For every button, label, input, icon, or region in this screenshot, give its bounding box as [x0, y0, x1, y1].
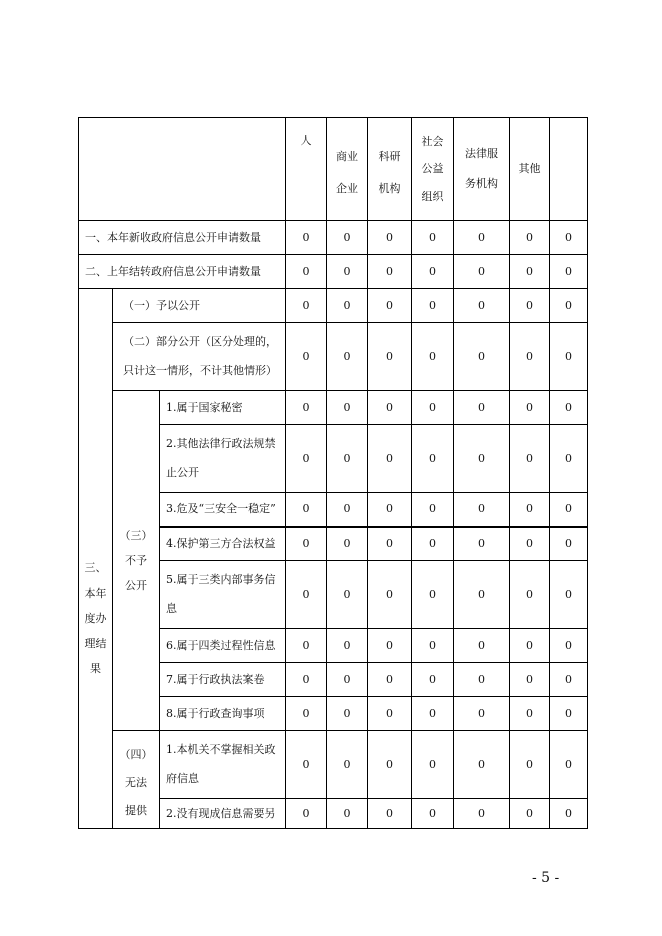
row-label: 2.没有现成信息需要另	[160, 799, 286, 829]
header-person: 人	[286, 118, 327, 221]
value-cell: 0	[368, 697, 412, 731]
value-cell: 0	[368, 323, 412, 391]
value-cell: 0	[368, 527, 412, 561]
row-partial	[79, 323, 588, 391]
value-cell: 0	[327, 561, 368, 629]
value-cell: 0	[286, 493, 327, 527]
header-legal: 法律服 务机构	[454, 118, 510, 221]
value-cell: 0	[510, 323, 550, 391]
value-cell: 0	[550, 255, 588, 289]
value-cell: 0	[327, 221, 368, 255]
value-cell: 0	[550, 697, 588, 731]
row-label: 5.属于三类内部事务信 息	[160, 561, 286, 629]
section3-label: 三、 本年 度办 理结 果	[79, 289, 113, 829]
value-cell: 0	[368, 425, 412, 493]
value-cell: 0	[454, 561, 510, 629]
header-commercial: 商业 企业	[327, 118, 368, 221]
value-cell: 0	[550, 425, 588, 493]
row-label: 1.属于国家秘密	[160, 391, 286, 425]
value-cell: 0	[412, 663, 454, 697]
value-cell: 0	[454, 221, 510, 255]
value-cell: 0	[327, 697, 368, 731]
value-cell: 0	[327, 663, 368, 697]
value-cell: 0	[454, 629, 510, 663]
value-cell: 0	[412, 561, 454, 629]
header-research: 科研 机构	[368, 118, 412, 221]
value-cell: 0	[368, 221, 412, 255]
header-social: 社会 公益 组织	[412, 118, 454, 221]
value-cell: 0	[550, 323, 588, 391]
value-cell: 0	[368, 561, 412, 629]
value-cell: 0	[454, 289, 510, 323]
value-cell: 0	[454, 323, 510, 391]
value-cell: 0	[454, 799, 510, 829]
value-cell: 0	[327, 323, 368, 391]
value-cell: 0	[286, 289, 327, 323]
header-total	[550, 118, 588, 221]
row-label: （一）予以公开	[113, 289, 286, 323]
row-new-requests	[79, 221, 588, 255]
value-cell: 0	[510, 527, 550, 561]
deny-label: （三） 不予 公开	[113, 391, 160, 731]
value-cell: 0	[286, 697, 327, 731]
value-cell: 0	[510, 561, 550, 629]
value-cell: 0	[510, 629, 550, 663]
value-cell: 0	[368, 255, 412, 289]
value-cell: 0	[510, 221, 550, 255]
row-label: 7.属于行政执法案卷	[160, 663, 286, 697]
value-cell: 0	[510, 663, 550, 697]
value-cell: 0	[286, 731, 327, 799]
value-cell: 0	[286, 629, 327, 663]
value-cell: 0	[286, 799, 327, 829]
value-cell: 0	[550, 527, 588, 561]
row-label: 一、本年新收政府信息公开申请数量	[79, 221, 286, 255]
value-cell: 0	[368, 799, 412, 829]
row-grant	[79, 289, 588, 323]
value-cell: 0	[510, 391, 550, 425]
value-cell: 0	[510, 799, 550, 829]
value-cell: 0	[550, 629, 588, 663]
value-cell: 0	[368, 731, 412, 799]
value-cell: 0	[510, 425, 550, 493]
row-unable-1	[79, 731, 588, 799]
value-cell: 0	[550, 289, 588, 323]
value-cell: 0	[327, 731, 368, 799]
value-cell: 0	[550, 663, 588, 697]
value-cell: 0	[412, 731, 454, 799]
value-cell: 0	[412, 629, 454, 663]
value-cell: 0	[412, 323, 454, 391]
value-cell: 0	[510, 697, 550, 731]
value-cell: 0	[412, 221, 454, 255]
row-deny-1	[79, 391, 588, 425]
header-blank-cell	[79, 118, 286, 221]
value-cell: 0	[327, 493, 368, 527]
value-cell: 0	[368, 391, 412, 425]
statistics-table	[78, 117, 588, 829]
value-cell: 0	[412, 391, 454, 425]
value-cell: 0	[412, 799, 454, 829]
value-cell: 0	[412, 697, 454, 731]
value-cell: 0	[412, 527, 454, 561]
value-cell: 0	[454, 697, 510, 731]
value-cell: 0	[327, 425, 368, 493]
value-cell: 0	[454, 255, 510, 289]
value-cell: 0	[454, 391, 510, 425]
row-carried-over	[79, 255, 588, 289]
value-cell: 0	[327, 629, 368, 663]
value-cell: 0	[550, 561, 588, 629]
value-cell: 0	[286, 221, 327, 255]
value-cell: 0	[368, 663, 412, 697]
value-cell: 0	[286, 561, 327, 629]
value-cell: 0	[286, 323, 327, 391]
value-cell: 0	[286, 391, 327, 425]
value-cell: 0	[510, 493, 550, 527]
row-label: 8.属于行政查询事项	[160, 697, 286, 731]
value-cell: 0	[286, 663, 327, 697]
header-row	[79, 118, 588, 221]
value-cell: 0	[550, 493, 588, 527]
value-cell: 0	[327, 255, 368, 289]
value-cell: 0	[412, 493, 454, 527]
page-number: - 5 -	[532, 870, 560, 886]
value-cell: 0	[412, 425, 454, 493]
value-cell: 0	[412, 289, 454, 323]
value-cell: 0	[368, 493, 412, 527]
value-cell: 0	[412, 255, 454, 289]
value-cell: 0	[550, 221, 588, 255]
value-cell: 0	[454, 663, 510, 697]
header-other: 其他	[510, 118, 550, 221]
row-label: （二）部分公开（区分处理的， 只计这一情形，不计其他情形）	[113, 323, 286, 391]
value-cell: 0	[327, 391, 368, 425]
value-cell: 0	[286, 425, 327, 493]
row-label: 3.危及“三安全一稳定”	[160, 493, 286, 527]
value-cell: 0	[327, 289, 368, 323]
value-cell: 0	[327, 799, 368, 829]
row-label: 4.保护第三方合法权益	[160, 527, 286, 561]
value-cell: 0	[368, 629, 412, 663]
unable-label: （四） 无法 提供	[113, 731, 160, 829]
value-cell: 0	[550, 731, 588, 799]
row-label: 2.其他法律行政法规禁 止公开	[160, 425, 286, 493]
value-cell: 0	[550, 799, 588, 829]
value-cell: 0	[454, 425, 510, 493]
row-label: 1.本机关不掌握相关政 府信息	[160, 731, 286, 799]
row-label: 二、上年结转政府信息公开申请数量	[79, 255, 286, 289]
value-cell: 0	[286, 527, 327, 561]
value-cell: 0	[454, 493, 510, 527]
value-cell: 0	[327, 527, 368, 561]
value-cell: 0	[510, 255, 550, 289]
value-cell: 0	[510, 731, 550, 799]
value-cell: 0	[286, 255, 327, 289]
value-cell: 0	[454, 527, 510, 561]
value-cell: 0	[368, 289, 412, 323]
value-cell: 0	[550, 391, 588, 425]
row-label: 6.属于四类过程性信息	[160, 629, 286, 663]
value-cell: 0	[510, 289, 550, 323]
value-cell: 0	[454, 731, 510, 799]
